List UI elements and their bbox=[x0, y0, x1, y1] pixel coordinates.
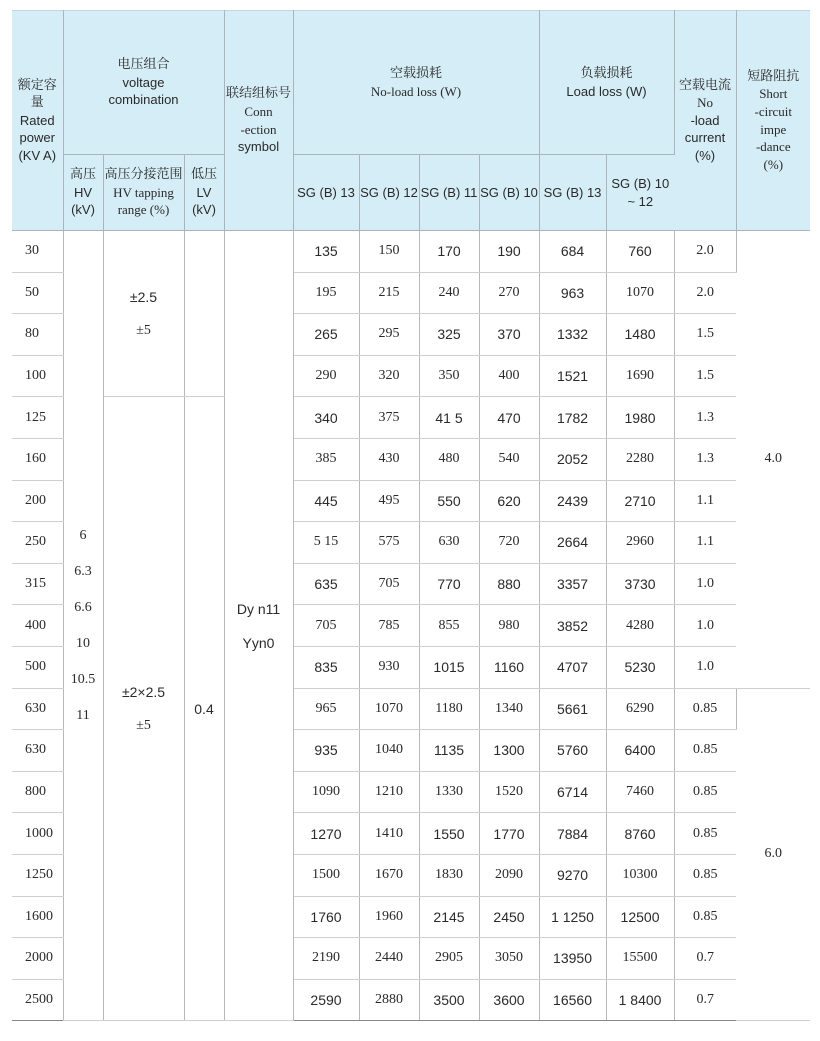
loss-cell-ll1012: 10300 bbox=[606, 854, 674, 896]
header-connection-symbol-en-3: symbol bbox=[237, 139, 280, 155]
loss-cell-nl12: 785 bbox=[359, 605, 419, 647]
loss-cell-nl11: 1330 bbox=[419, 771, 479, 813]
loss-cell-ll13: 13950 bbox=[539, 938, 606, 980]
loss-cell-nl11: 3500 bbox=[419, 979, 479, 1021]
loss-cell-nl10: 1520 bbox=[479, 771, 539, 813]
loss-cell-ll13: 1332 bbox=[539, 314, 606, 356]
header-impedance-zh: 短路阻抗 bbox=[747, 68, 800, 84]
loss-cell-ll1012: 6290 bbox=[606, 688, 674, 730]
header-connection-symbol-en-1: Conn bbox=[244, 103, 273, 119]
loss-cell-ll1012: 6400 bbox=[606, 730, 674, 772]
header-hv-en: HV bbox=[73, 184, 93, 200]
header-lv bbox=[184, 155, 224, 231]
header-connection-symbol bbox=[224, 11, 293, 231]
loss-cell-ll1012: 1690 bbox=[606, 355, 674, 397]
loss-cell-nl10: 1160 bbox=[479, 646, 539, 688]
loss-cell-nl13: 705 bbox=[293, 605, 359, 647]
loss-cell-nl12: 930 bbox=[359, 646, 419, 688]
loss-cell-ll1012: 3730 bbox=[606, 563, 674, 605]
table-row bbox=[12, 231, 810, 273]
loss-cell-nl12: 215 bbox=[359, 272, 419, 314]
header-connection-symbol-zh: 联结组标号 bbox=[225, 86, 291, 102]
header-hv-tapping-en-2: range (%) bbox=[117, 202, 170, 218]
loss-cell-current: 1.3 bbox=[674, 438, 736, 480]
loss-cell-current: 1.0 bbox=[674, 646, 736, 688]
loss-cell-nl12: 1410 bbox=[359, 813, 419, 855]
loss-cell-ll1012: 760 bbox=[606, 231, 674, 273]
rated-power-cell: 400 bbox=[12, 605, 63, 647]
loss-cell-nl12: 495 bbox=[359, 480, 419, 522]
loss-cell-nl10: 400 bbox=[479, 355, 539, 397]
loss-cell-ll13: 5760 bbox=[539, 730, 606, 772]
header-hv-unit: (kV) bbox=[71, 202, 95, 218]
header-impedance-en-5: (%) bbox=[763, 156, 784, 172]
loss-cell-current: 0.7 bbox=[674, 938, 736, 980]
loss-cell-current: 1.1 bbox=[674, 480, 736, 522]
rated-power-cell: 500 bbox=[12, 646, 63, 688]
subheader-nl-sgb11: SG (B) 11 bbox=[419, 155, 479, 231]
loss-cell-ll13: 16560 bbox=[539, 979, 606, 1021]
header-no-load-current-en-1: No bbox=[697, 95, 713, 111]
loss-cell-current: 1.1 bbox=[674, 522, 736, 564]
loss-cell-nl13: 935 bbox=[293, 730, 359, 772]
header-no-load-loss bbox=[293, 11, 539, 155]
loss-cell-nl13: 1270 bbox=[293, 813, 359, 855]
loss-cell-nl13: 965 bbox=[293, 688, 359, 730]
lv-value-cell: 0.4 bbox=[184, 397, 224, 1021]
loss-cell-nl11: 480 bbox=[419, 438, 479, 480]
loss-cell-ll13: 2439 bbox=[539, 480, 606, 522]
rated-power-cell: 125 bbox=[12, 397, 63, 439]
loss-cell-ll1012: 1480 bbox=[606, 314, 674, 356]
rated-power-cell: 315 bbox=[12, 563, 63, 605]
hv-tapping-value: ±5 bbox=[136, 322, 151, 338]
transformer-spec-table bbox=[12, 10, 810, 1021]
loss-cell-ll1012: 5230 bbox=[606, 646, 674, 688]
header-hv-zh: 高压 bbox=[69, 167, 96, 183]
subheader-ll-sgb13: SG (B) 13 bbox=[539, 155, 606, 231]
hv-tapping-value: ±2×2.5 bbox=[121, 683, 166, 700]
header-load-loss-en: Load loss (W) bbox=[566, 83, 647, 99]
loss-cell-current: 1.0 bbox=[674, 563, 736, 605]
loss-cell-ll13: 2052 bbox=[539, 438, 606, 480]
loss-cell-nl11: 350 bbox=[419, 355, 479, 397]
header-load-loss-zh: 负载损耗 bbox=[580, 65, 633, 81]
rated-power-cell: 80 bbox=[12, 314, 63, 356]
hv-value: 10.5 bbox=[70, 671, 96, 687]
loss-cell-nl12: 705 bbox=[359, 563, 419, 605]
loss-cell-nl13: 445 bbox=[293, 480, 359, 522]
header-hv bbox=[63, 155, 103, 231]
loss-cell-nl11: 240 bbox=[419, 272, 479, 314]
header-impedance-en-4: -dance bbox=[755, 139, 791, 155]
loss-cell-ll13: 684 bbox=[539, 231, 606, 273]
loss-cell-ll1012: 1070 bbox=[606, 272, 674, 314]
loss-cell-nl13: 135 bbox=[293, 231, 359, 273]
header-short-circuit-impedance bbox=[736, 11, 810, 231]
loss-cell-nl13: 5 15 bbox=[293, 522, 359, 564]
loss-cell-nl10: 3600 bbox=[479, 979, 539, 1021]
lv-empty-cell bbox=[184, 231, 224, 397]
header-voltage-combination-zh: 电压组合 bbox=[117, 57, 170, 73]
loss-cell-nl12: 1070 bbox=[359, 688, 419, 730]
loss-cell-nl12: 150 bbox=[359, 231, 419, 273]
loss-cell-nl12: 1210 bbox=[359, 771, 419, 813]
loss-cell-current: 0.85 bbox=[674, 813, 736, 855]
header-hv-tapping bbox=[103, 155, 184, 231]
hv-value: 6 bbox=[79, 527, 87, 543]
loss-cell-nl13: 290 bbox=[293, 355, 359, 397]
loss-cell-ll13: 1521 bbox=[539, 355, 606, 397]
loss-cell-ll13: 1782 bbox=[539, 397, 606, 439]
loss-cell-nl12: 295 bbox=[359, 314, 419, 356]
loss-cell-ll1012: 2280 bbox=[606, 438, 674, 480]
subheader-ll-sgb10-12: SG (B) 10 ~ 12 bbox=[606, 155, 674, 231]
loss-cell-nl10: 470 bbox=[479, 397, 539, 439]
hv-value: 10 bbox=[76, 635, 90, 651]
rated-power-cell: 30 bbox=[12, 231, 63, 273]
loss-cell-nl13: 1760 bbox=[293, 896, 359, 938]
loss-cell-nl11: 1180 bbox=[419, 688, 479, 730]
header-no-load-current-en-2: -load bbox=[690, 112, 720, 128]
loss-cell-current: 0.85 bbox=[674, 730, 736, 772]
loss-cell-nl12: 575 bbox=[359, 522, 419, 564]
loss-cell-nl10: 620 bbox=[479, 480, 539, 522]
loss-cell-nl11: 170 bbox=[419, 231, 479, 273]
loss-cell-nl13: 2190 bbox=[293, 938, 359, 980]
header-no-load-current-en-3: current bbox=[684, 130, 726, 146]
loss-cell-nl10: 1340 bbox=[479, 688, 539, 730]
connection-symbol-cell bbox=[224, 231, 293, 1021]
hv-value: 6.6 bbox=[74, 599, 92, 615]
loss-cell-ll13: 2664 bbox=[539, 522, 606, 564]
loss-cell-ll1012: 4280 bbox=[606, 605, 674, 647]
loss-cell-current: 0.7 bbox=[674, 979, 736, 1021]
connection-symbol-value: Yyn0 bbox=[242, 634, 275, 651]
subheader-nl-sgb10: SG (B) 10 bbox=[479, 155, 539, 231]
loss-cell-current: 2.0 bbox=[674, 272, 736, 314]
rated-power-cell: 250 bbox=[12, 522, 63, 564]
loss-cell-nl12: 320 bbox=[359, 355, 419, 397]
loss-cell-nl11: 770 bbox=[419, 563, 479, 605]
loss-cell-nl13: 195 bbox=[293, 272, 359, 314]
header-no-load-current-zh: 空载电流 bbox=[679, 77, 732, 93]
loss-cell-current: 1.3 bbox=[674, 397, 736, 439]
loss-cell-ll13: 7884 bbox=[539, 813, 606, 855]
header-impedance-en-1: Short bbox=[759, 86, 788, 102]
loss-cell-nl11: 2145 bbox=[419, 896, 479, 938]
header-hv-tapping-zh: 高压分接范围 bbox=[104, 167, 183, 183]
header-lv-unit: (kV) bbox=[192, 202, 216, 218]
loss-cell-nl10: 3050 bbox=[479, 938, 539, 980]
hv-tapping-value: ±5 bbox=[136, 717, 151, 733]
header-voltage-combination-en-2: combination bbox=[108, 92, 179, 108]
loss-cell-current: 1.5 bbox=[674, 314, 736, 356]
rated-power-cell: 630 bbox=[12, 730, 63, 772]
loss-cell-nl12: 1960 bbox=[359, 896, 419, 938]
header-connection-symbol-en-2: -ection bbox=[240, 121, 277, 137]
loss-cell-ll13: 1 1250 bbox=[539, 896, 606, 938]
loss-cell-nl10: 2090 bbox=[479, 854, 539, 896]
subheader-nl-sgb13: SG (B) 13 bbox=[293, 155, 359, 231]
header-no-load-current-en-4: (%) bbox=[694, 147, 716, 163]
loss-cell-current: 1.5 bbox=[674, 355, 736, 397]
loss-cell-nl10: 540 bbox=[479, 438, 539, 480]
loss-cell-nl13: 1090 bbox=[293, 771, 359, 813]
rated-power-cell: 1250 bbox=[12, 854, 63, 896]
header-no-load-loss-en: No-load loss (W) bbox=[370, 83, 462, 99]
loss-cell-nl12: 2880 bbox=[359, 979, 419, 1021]
loss-cell-nl10: 880 bbox=[479, 563, 539, 605]
rated-power-cell: 800 bbox=[12, 771, 63, 813]
loss-cell-current: 0.85 bbox=[674, 688, 736, 730]
loss-cell-ll1012: 1980 bbox=[606, 397, 674, 439]
loss-cell-nl10: 1300 bbox=[479, 730, 539, 772]
loss-cell-nl12: 1040 bbox=[359, 730, 419, 772]
loss-cell-nl10: 1770 bbox=[479, 813, 539, 855]
header-voltage-combination bbox=[63, 11, 224, 155]
loss-cell-current: 0.85 bbox=[674, 896, 736, 938]
header-rated-power-zh: 额定容量 bbox=[17, 77, 57, 111]
loss-cell-current: 0.85 bbox=[674, 854, 736, 896]
loss-cell-nl11: 1135 bbox=[419, 730, 479, 772]
loss-cell-nl13: 2590 bbox=[293, 979, 359, 1021]
impedance-cell-1: 4.0 bbox=[736, 231, 810, 689]
loss-cell-ll13: 6714 bbox=[539, 771, 606, 813]
loss-cell-ll1012: 2710 bbox=[606, 480, 674, 522]
loss-cell-nl11: 1015 bbox=[419, 646, 479, 688]
loss-cell-nl11: 550 bbox=[419, 480, 479, 522]
loss-cell-current: 2.0 bbox=[674, 231, 736, 273]
rated-power-cell: 2500 bbox=[12, 979, 63, 1021]
loss-cell-nl13: 1500 bbox=[293, 854, 359, 896]
loss-cell-ll13: 4707 bbox=[539, 646, 606, 688]
rated-power-cell: 2000 bbox=[12, 938, 63, 980]
loss-cell-ll1012: 8760 bbox=[606, 813, 674, 855]
loss-cell-nl11: 1830 bbox=[419, 854, 479, 896]
loss-cell-nl10: 980 bbox=[479, 605, 539, 647]
header-impedance-en-2: -circuit bbox=[754, 103, 793, 119]
loss-cell-nl11: 325 bbox=[419, 314, 479, 356]
loss-cell-nl11: 855 bbox=[419, 605, 479, 647]
loss-cell-current: 0.85 bbox=[674, 771, 736, 813]
header-rated-power-en-3: (KV A) bbox=[18, 147, 57, 163]
hv-tapping-cell-2 bbox=[103, 397, 184, 1021]
loss-cell-ll13: 3852 bbox=[539, 605, 606, 647]
header-lv-zh: 低压 bbox=[190, 167, 217, 183]
loss-cell-ll1012: 1 8400 bbox=[606, 979, 674, 1021]
loss-cell-nl12: 375 bbox=[359, 397, 419, 439]
loss-cell-ll13: 963 bbox=[539, 272, 606, 314]
loss-cell-nl10: 190 bbox=[479, 231, 539, 273]
loss-cell-nl13: 265 bbox=[293, 314, 359, 356]
loss-cell-nl10: 2450 bbox=[479, 896, 539, 938]
loss-cell-nl13: 635 bbox=[293, 563, 359, 605]
hv-tapping-cell-1 bbox=[103, 231, 184, 397]
connection-symbol-value: Dy n11 bbox=[236, 600, 281, 617]
loss-cell-nl11: 41 5 bbox=[419, 397, 479, 439]
hv-values-cell bbox=[63, 231, 103, 1021]
impedance-cell-2: 6.0 bbox=[736, 688, 810, 1021]
header-no-load-loss-zh: 空载损耗 bbox=[390, 65, 443, 81]
rated-power-cell: 50 bbox=[12, 272, 63, 314]
loss-cell-nl10: 270 bbox=[479, 272, 539, 314]
loss-cell-nl13: 340 bbox=[293, 397, 359, 439]
loss-cell-ll13: 5661 bbox=[539, 688, 606, 730]
loss-cell-ll13: 9270 bbox=[539, 854, 606, 896]
loss-cell-ll1012: 7460 bbox=[606, 771, 674, 813]
header-rated-power-en-1: Rated bbox=[19, 112, 55, 128]
header-rated-power-en-2: power bbox=[19, 130, 55, 146]
header-rated-power bbox=[12, 11, 63, 231]
loss-cell-ll1012: 15500 bbox=[606, 938, 674, 980]
loss-cell-nl13: 385 bbox=[293, 438, 359, 480]
loss-cell-nl11: 2905 bbox=[419, 938, 479, 980]
loss-cell-nl12: 1670 bbox=[359, 854, 419, 896]
loss-cell-nl12: 2440 bbox=[359, 938, 419, 980]
loss-cell-nl13: 835 bbox=[293, 646, 359, 688]
table-row bbox=[12, 397, 810, 439]
rated-power-cell: 100 bbox=[12, 355, 63, 397]
header-voltage-combination-en-1: voltage bbox=[122, 74, 165, 90]
header-no-load-current bbox=[674, 11, 736, 231]
header-load-loss bbox=[539, 11, 674, 155]
header-lv-en: LV bbox=[196, 184, 212, 200]
loss-cell-ll1012: 2960 bbox=[606, 522, 674, 564]
loss-cell-nl10: 370 bbox=[479, 314, 539, 356]
loss-cell-ll1012: 12500 bbox=[606, 896, 674, 938]
header-impedance-en-3: impe bbox=[760, 121, 787, 137]
rated-power-cell: 630 bbox=[12, 688, 63, 730]
loss-cell-nl12: 430 bbox=[359, 438, 419, 480]
loss-cell-current: 1.0 bbox=[674, 605, 736, 647]
hv-value: 6.3 bbox=[74, 563, 92, 579]
hv-tapping-value: ±2.5 bbox=[129, 288, 158, 305]
loss-cell-nl11: 630 bbox=[419, 522, 479, 564]
rated-power-cell: 160 bbox=[12, 438, 63, 480]
loss-cell-nl11: 1550 bbox=[419, 813, 479, 855]
rated-power-cell: 1000 bbox=[12, 813, 63, 855]
table-body bbox=[12, 231, 810, 1021]
rated-power-cell: 1600 bbox=[12, 896, 63, 938]
header-hv-tapping-en-1: HV tapping bbox=[113, 184, 174, 200]
subheader-nl-sgb12: SG (B) 12 bbox=[359, 155, 419, 231]
loss-cell-nl10: 720 bbox=[479, 522, 539, 564]
hv-value: 11 bbox=[76, 707, 90, 723]
rated-power-cell: 200 bbox=[12, 480, 63, 522]
loss-cell-ll13: 3357 bbox=[539, 563, 606, 605]
